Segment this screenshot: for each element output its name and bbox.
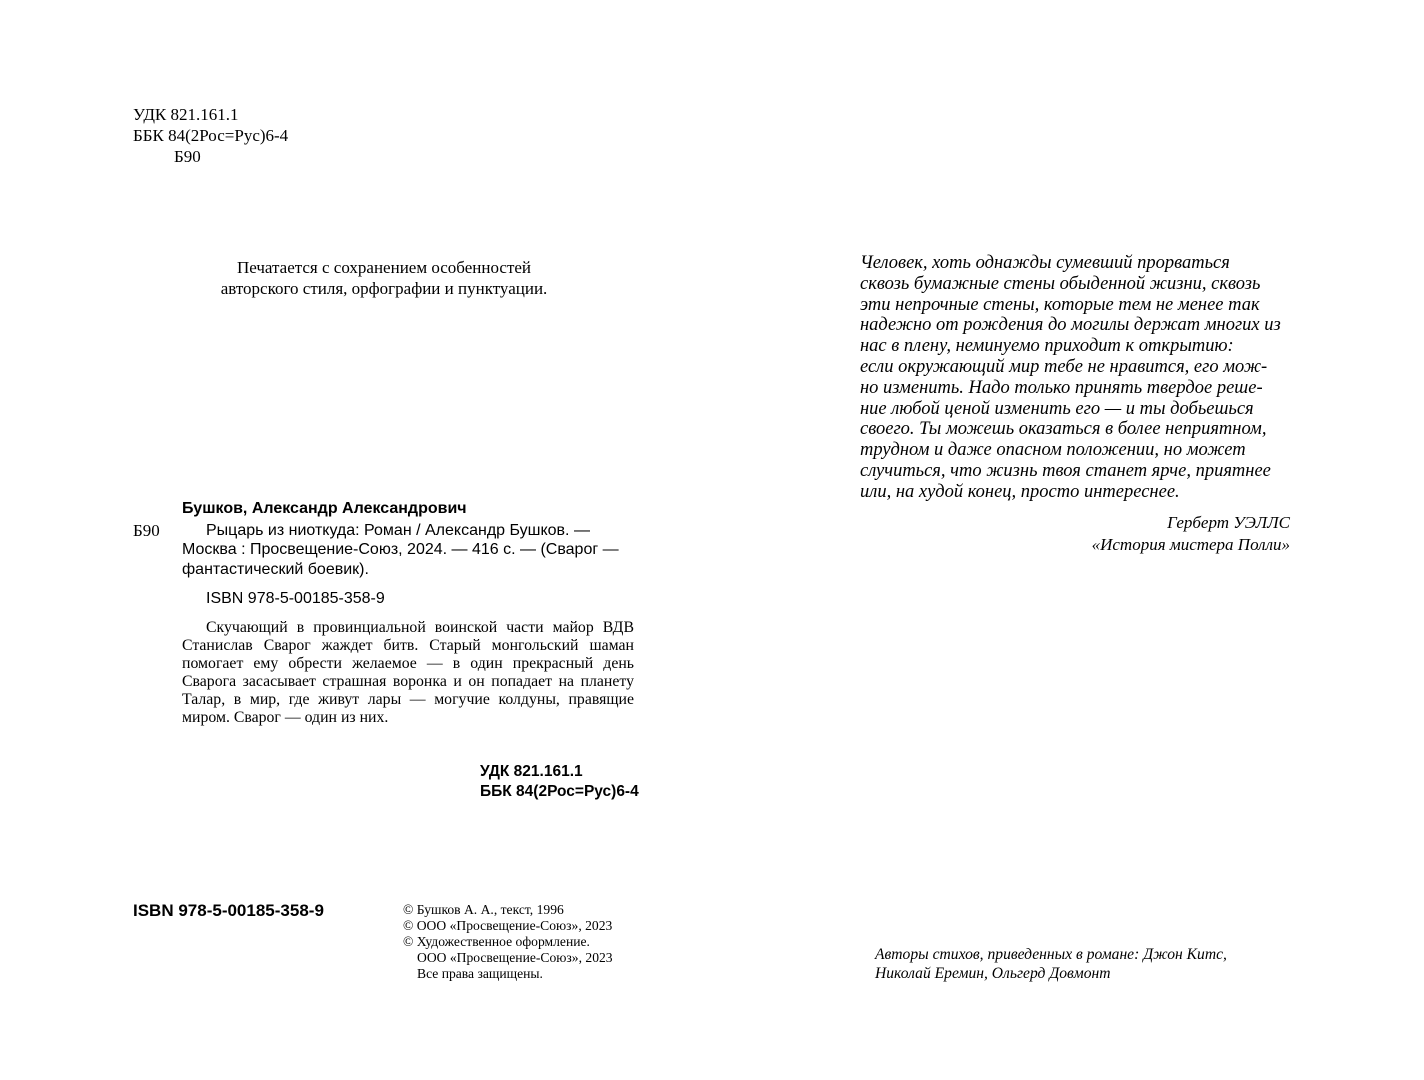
classification-codes	[133, 104, 288, 167]
bbk-code-bottom: ББК 84(2Рос=Рус)6-4	[480, 783, 639, 800]
epigraph-author: Герберт УЭЛЛС	[1167, 513, 1290, 532]
isbn-bottom: ISBN 978-5-00185-358-9	[133, 901, 324, 920]
bbk-code: ББК 84(2Рос=Рус)6-4	[133, 126, 289, 145]
poets-note-line-2: Николай Еремин, Ольгерд Довмонт	[875, 965, 1111, 982]
epigraph-line: сквозь бумажные стены обыденной жизни, сквозь	[860, 273, 1261, 294]
epigraph-line: надежно от рождения до могилы держат многих из	[860, 315, 1281, 336]
epigraph-line: своего. Ты можешь оказаться в более неприятном,	[860, 419, 1267, 440]
poets-note-line-1: Авторы стихов, приведенных в романе: Джон Китс,	[875, 946, 1227, 963]
udk-code: УДК 821.161.1	[133, 105, 239, 124]
epigraph-attribution	[990, 512, 1290, 556]
copyright-line-3: © Художественное оформление.	[403, 934, 590, 949]
style-notice	[150, 257, 618, 299]
epigraph-line: или, на худой конец, просто интереснее.	[860, 481, 1180, 502]
epigraph-line: ние любой ценой изменить его — и ты добьешься	[860, 398, 1254, 419]
bib-description: Рыцарь из ниоткуда: Роман / Александр Бушков. — Москва : Просвещение-Союз, 2024. — 416 с. — (Сварог — фантастический боевик).	[182, 521, 619, 578]
poets-note	[875, 945, 1295, 983]
epigraph-source: «История мистера Полли»	[1091, 535, 1290, 554]
bib-isbn: ISBN 978-5-00185-358-9	[206, 590, 385, 607]
notice-line-1: Печатается с сохранением особенностей	[236, 258, 532, 277]
copyright-line-5: Все права защищены.	[417, 966, 543, 981]
epigraph-line: трудном и даже опасном положении, но может	[860, 440, 1246, 461]
udk-code-bottom: УДК 821.161.1	[480, 763, 583, 780]
bib-author-mark: Б90	[133, 521, 160, 540]
bibliographic-record	[182, 499, 634, 609]
epigraph-line: Человек, хоть однажды сумевший прорваться	[860, 253, 1230, 273]
bib-author: Бушков, Александр Александрович	[182, 500, 467, 517]
copyright-block	[403, 902, 613, 982]
epigraph-line: случиться, что жизнь твоя станет ярче, приятнее	[860, 460, 1271, 481]
copyright-line-4: ООО «Просвещение-Союз», 2023	[417, 950, 613, 965]
annotation-text: Скучающий в провинциальной воинской части майор ВДВ Станислав Сварог жаждет битв. Старый монгольский шаман помогает ему обрести желаемое — в один прекрасный день Сварога засасывает страшная воронка и он попадает на планету Талар, в мир, где живут лары — могучие колдуны, правящие миром. Сварог — один из них.	[182, 619, 634, 726]
epigraph	[860, 253, 1292, 503]
epigraph-line: нас в плену, неминуемо приходит к открытию:	[860, 336, 1234, 357]
epigraph-line: эти непрочные стены, которые тем не менее так	[860, 294, 1260, 315]
author-mark: Б90	[174, 147, 201, 166]
copyright-line-1: © Бушков А. А., текст, 1996	[403, 902, 564, 917]
copyright-line-2: © ООО «Просвещение-Союз», 2023	[403, 918, 613, 933]
epigraph-line: но изменить. Надо только принять твердое реше-	[860, 377, 1263, 398]
notice-line-2: авторского стиля, орфографии и пунктуации.	[220, 279, 548, 298]
epigraph-line: если окружающий мир тебе не нравится, его мож-	[860, 356, 1268, 377]
classification-codes-bottom	[480, 762, 639, 802]
